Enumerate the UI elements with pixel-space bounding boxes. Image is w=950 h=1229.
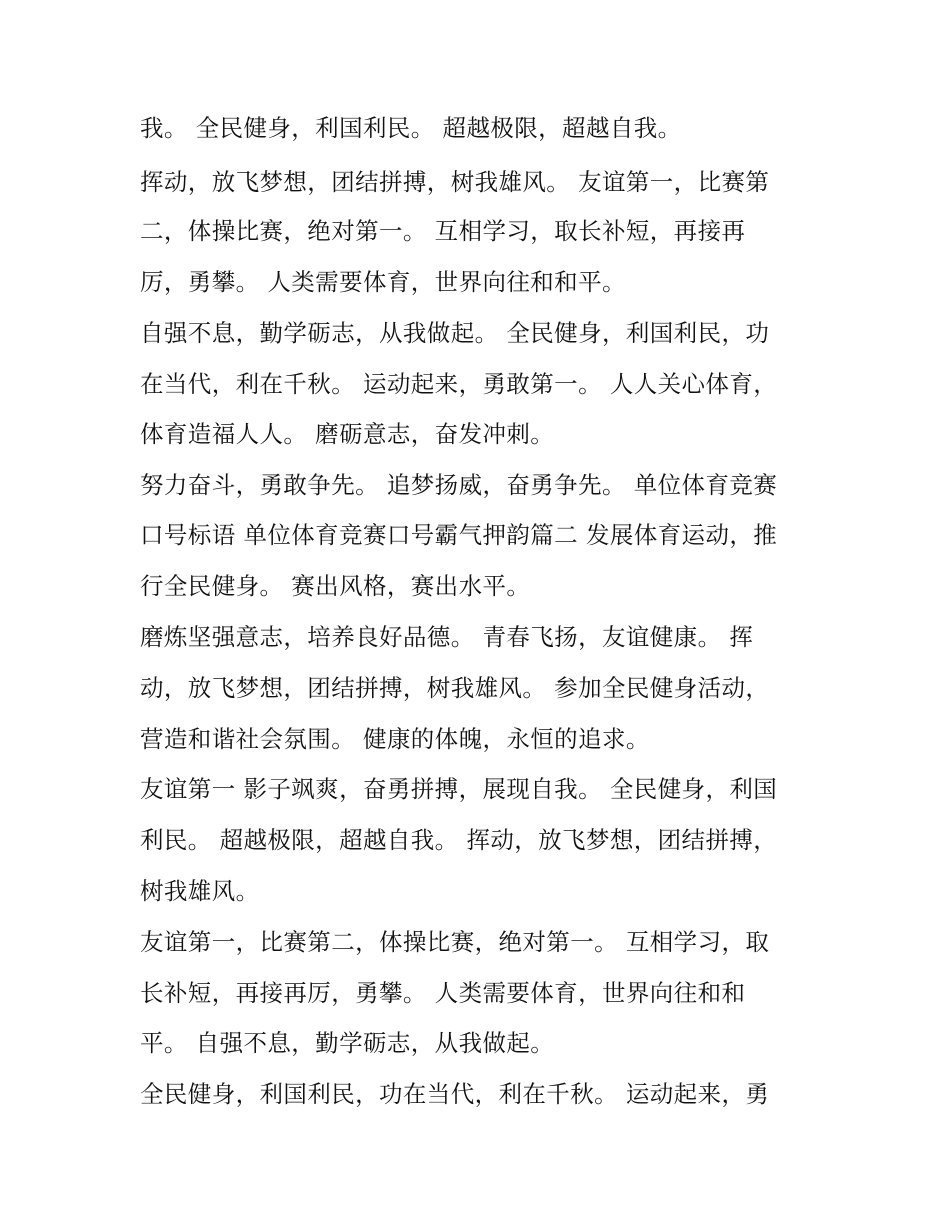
text-line-18: 长补短，再接再厉，勇攀。 人类需要体育，世界向往和和 (140, 979, 746, 1007)
text-line-11: 磨炼坚强意志，培养良好品德。 青春飞扬，友谊健康。 挥 (140, 623, 754, 651)
text-line-5: 自强不息，勤学砺志，从我做起。 全民健身，利国利民，功 (140, 319, 770, 347)
text-line-19: 平。 自强不息，勤学砺志，从我做起。 (140, 1029, 555, 1057)
text-line-1: 我。 全民健身，利国利民。 超越极限，超越自我。 (140, 114, 682, 142)
text-line-15: 利民。 超越极限，超越自我。 挥动，放飞梦想，团结拼搏， (140, 826, 778, 854)
text-line-6: 在当代，利在千秋。 运动起来，勇敢第一。 人人关心体育， (140, 370, 778, 398)
text-line-3: 二，体操比赛，绝对第一。 互相学习，取长补短，再接再 (140, 217, 746, 245)
text-line-4: 厉，勇攀。 人类需要体育，世界向往和和平。 (140, 268, 626, 296)
text-line-2: 挥动，放飞梦想，团结拼搏，树我雄风。 友谊第一，比赛第 (140, 168, 770, 196)
text-line-7: 体育造福人人。 磨砺意志，奋发冲刺。 (140, 420, 555, 448)
text-line-9: 口号标语 单位体育竞赛口号霸气押韵篇二 发展体育运动，推 (140, 521, 778, 549)
text-line-8: 努力奋斗，勇敢争先。 追梦扬威，奋勇争先。 单位体育竞赛 (140, 471, 778, 499)
text-line-16: 树我雄风。 (140, 877, 260, 905)
text-line-17: 友谊第一，比赛第二，体操比赛，绝对第一。 互相学习，取 (140, 928, 770, 956)
text-line-10: 行全民健身。 赛出风格，赛出水平。 (140, 572, 531, 600)
text-line-20: 全民健身，利国利民，功在当代，利在千秋。 运动起来，勇 (140, 1080, 770, 1108)
text-line-14: 友谊第一 影子飒爽，奋勇拼搏，展现自我。 全民健身，利国 (140, 775, 778, 803)
text-line-12: 动，放飞梦想，团结拼搏，树我雄风。 参加全民健身活动， (140, 674, 770, 702)
text-line-13: 营造和谐社会氛围。 健康的体魄，永恒的追求。 (140, 725, 650, 753)
